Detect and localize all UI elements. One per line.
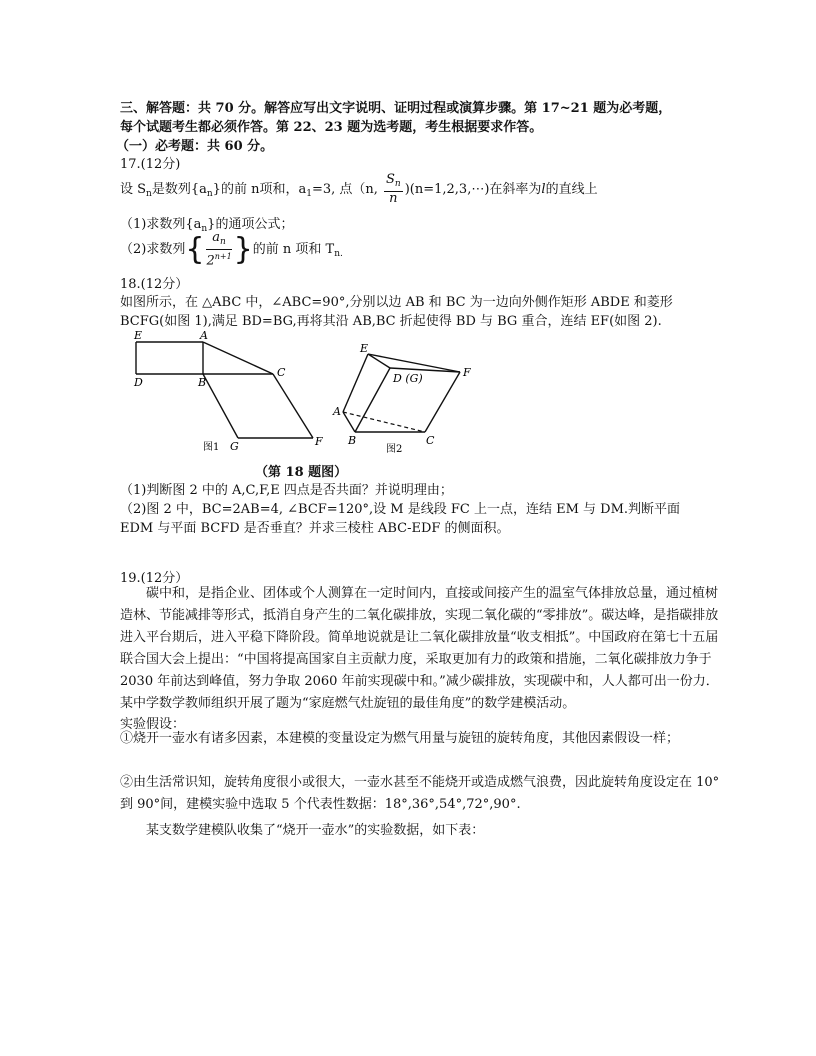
- fig1-caption: 图1: [203, 442, 220, 453]
- q18-part2-line2: EDM 与平面 BCFD 是否垂直？并求三棱柱 ABC-EDF 的侧面积。: [120, 521, 510, 536]
- fig2-label-e: E: [360, 342, 369, 355]
- fig1-label-b: B: [198, 376, 207, 389]
- q19-paragraph: 碳中和，是指企业、团体或个人测算在一定时间内，直接或间接产生的温室气体排放总量，通过植树造林、节能减排等形式，抵消自身产生的二氧化碳排放，实现二氧化碳的“零排放”。碳达峰，是指碳排放进入平台期后，进入平稳下降阶段。简单地说就是让二氧化碳排放量“收支相抵”。中国政府在第七十五届联合国大会上提出：“中国将提高国家自主贡献力度，采取更加有力的政策和措施，二氧化碳排放力争于 2030 年前达到峰值，努力争取 2060 年前实现碳中和。”减少碳排放，实现碳中和，人人都可出一份力．某中学数学教师组织开展了题为“家庭燃气灶旋钮的最佳角度”的数学建模活动。: [120, 586, 719, 711]
- section-heading-line3: （一）必考题：共 60 分。: [116, 139, 274, 154]
- fig2-label-c: C: [426, 434, 435, 447]
- q18-line1: 如图所示，在 △ABC 中，∠ABC=90°,分别以边 AB 和 BC 为一边向外侧作矩形 ABDE 和菱形: [120, 295, 673, 310]
- fig1-label-f: F: [315, 435, 323, 448]
- q18-line2: BCFG(如图 1),满足 BD=BG,再将其沿 AB,BC 折起使得 BD 与 BG 重合，连结 EF(如图 2).: [120, 314, 662, 329]
- q18-part2-line1: （2)图 2 中，BC=2AB=4, ∠BCF=120°,设 M 是线段 FC 上一点，连结 EM 与 DM.判断平面: [120, 502, 681, 517]
- fig1-label-a: A: [200, 330, 208, 342]
- q17-intro: 设 $S_n$是数列$\{a_n\}$的前 n项和，$a_1=3$, 点（n, $\frac{S_n}{n}$ )(n=1,2,3,⋯)在斜率为l的直线上: [120, 172, 598, 206]
- q19-assumption-1: ①烧开一壶水有诸多因素，本建模的变量设定为燃气用量与旋钮的旋转角度，其他因素假设一样；: [120, 731, 680, 746]
- fig1-label-e: E: [134, 330, 143, 342]
- figure-title: （第 18 题图）: [255, 465, 348, 480]
- fig1-label-g: G: [230, 440, 239, 453]
- fig2-label-dg: D (G): [393, 372, 423, 385]
- figure-1: [128, 330, 338, 458]
- q17-part2-fraction: $\frac{a_n}{2^{n+1}}$: [206, 230, 232, 269]
- q19-closing: 某支数学建模队收集了“烧开一壶水”的实验数据，如下表：: [146, 823, 485, 838]
- figure-2: [320, 338, 480, 458]
- q17-fraction: $\frac{S_n}{n}$: [386, 172, 401, 206]
- fig2-label-a: A: [333, 405, 341, 418]
- fig2-label-b: B: [348, 434, 357, 447]
- q17-header: 17.(12分): [120, 157, 181, 172]
- q19-header: 19.(12分）: [120, 571, 189, 586]
- q18-part1: （1)判断图 2 中的 A,C,F,E 四点是否共面？并说明理由；: [120, 483, 453, 498]
- q18-header: 18.(12分）: [120, 277, 189, 292]
- q19-assumption-title: 实验假设：: [120, 717, 186, 732]
- fig2-label-f: F: [463, 366, 471, 379]
- fig1-label-d: D: [134, 376, 143, 389]
- q19-assumption-2: ②由生活常识知，旋转角度很小或很大，一壶水甚至不能烧开或造成燃气浪费，因此旋转角度设定在 10°到 90°间，建模实验中选取 5 个代表性数据：18°,36°,54°,72°,90°.: [120, 775, 720, 812]
- section-heading-line2: 每个试题考生都必须作答。第 22、23 题为选考题，考生根据要求作答。: [120, 120, 543, 135]
- fig1-label-c: C: [277, 366, 286, 379]
- q17-part2: （2)求数列{ $\frac{a_n}{2^{n+1}}$ }的前 n 项和 $T_{n.}$: [120, 230, 343, 269]
- fig2-caption: 图2: [386, 444, 403, 455]
- section-heading-line1: 三、解答题：共 70 分。解答应写出文字说明、证明过程或演算步骤。第 17~21 题为必考题，: [120, 101, 672, 116]
- q17-part1: （1)求数列$\{a_n\}$的通项公式；: [120, 217, 294, 234]
